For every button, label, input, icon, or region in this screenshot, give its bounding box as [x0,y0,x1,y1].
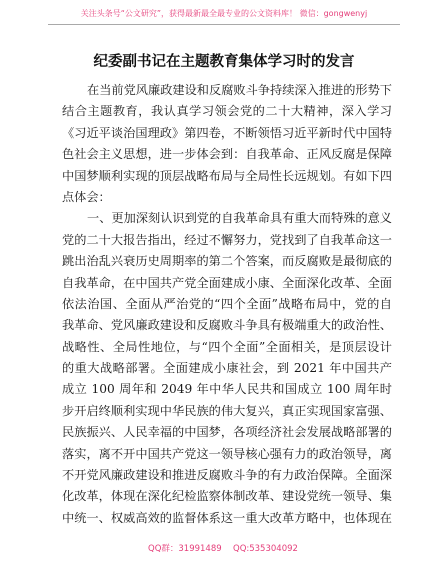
qq-group-text: QQ群：31991489 [148,544,222,554]
text-line: 《习近平谈治国理政》第四卷，不断领悟习近平新时代中国特 [62,125,392,140]
page-header [0,8,448,20]
text-line: 党的二十大报告指出，经过不懈努力，党找到了自我革命这一 [62,232,392,247]
text-line: 在当前党风廉政建设和反腐败斗争持续深入推进的形势下 [87,83,392,97]
text-line: 色社会主义思想，进一步体会到：自我革命、正风反腐是保障 [62,147,392,162]
paragraph-section-one [62,208,392,529]
text-line: 自我革命，在中国共产党全面建成小康、全面深化改革、全面 [62,275,392,290]
text-line: 中国梦顺利实现的顶层战略布局与全局性长远规划。有如下四 [62,168,392,183]
text-line: 步开启终顺利实现中华民族的伟大复兴，真正实现国家富强、 [62,403,392,418]
page-footer [0,542,448,556]
qq-contact-text: QQ:535304092 [233,544,298,554]
text-line: 成立 100 周年和 2049 年中华人民共和国成立 100 周年时 [62,382,392,397]
text-line: 落实，离不开中国共产党这一领导核心强有力的政治领导，离 [62,446,392,461]
text-line: 民族振兴、人民幸福的中国梦，各项经济社会发展战略部署的 [62,425,392,440]
text-line: 我革命、党风廉政建设和反腐败斗争具有极端重大的政治性、 [62,318,392,333]
document-body [62,80,392,529]
text-line: 跳出治乱兴衰历史周期率的第二个答案，而反腐败是最彻底的 [62,254,392,269]
text-line: 依法治国、全面从严治党的“四个全面”战略布局中，党的自 [62,296,392,311]
document-title: 纪委副书记在主题教育集体学习时的发言 [93,54,355,70]
header-promo-text: 关注头条号“公文研究”，获得最新最全最专业的公文资料库！ 微信：gongwenyj [80,9,368,18]
text-line: 战略性、全局性地位，与“四个全面”全面相关，是顶层设计 [62,339,392,354]
text-line: 不开党风廉政建设和推进反腐败斗争的有力政治保障。全面深 [62,468,392,483]
text-line: 的重大战略部署。全面建成小康社会，到 2021 年中国共产 [62,361,392,376]
paragraph-intro [62,80,392,208]
text-line: 化改革，体现在深化纪检监察体制改革、建设党统一领导、集 [62,489,392,504]
section-heading-line: 一、更加深刻认识到党的自我革命具有重大而特殊的意义 [87,211,392,226]
text-line: 点体会： [62,189,111,204]
text-line: 中统一、权威高效的监督体系这一重大改革方略中，也体现在 [62,510,392,525]
header-divider [48,24,400,25]
text-line: 结合主题教育，我认真学习领会党的二十大精神，深入学习 [62,104,392,119]
